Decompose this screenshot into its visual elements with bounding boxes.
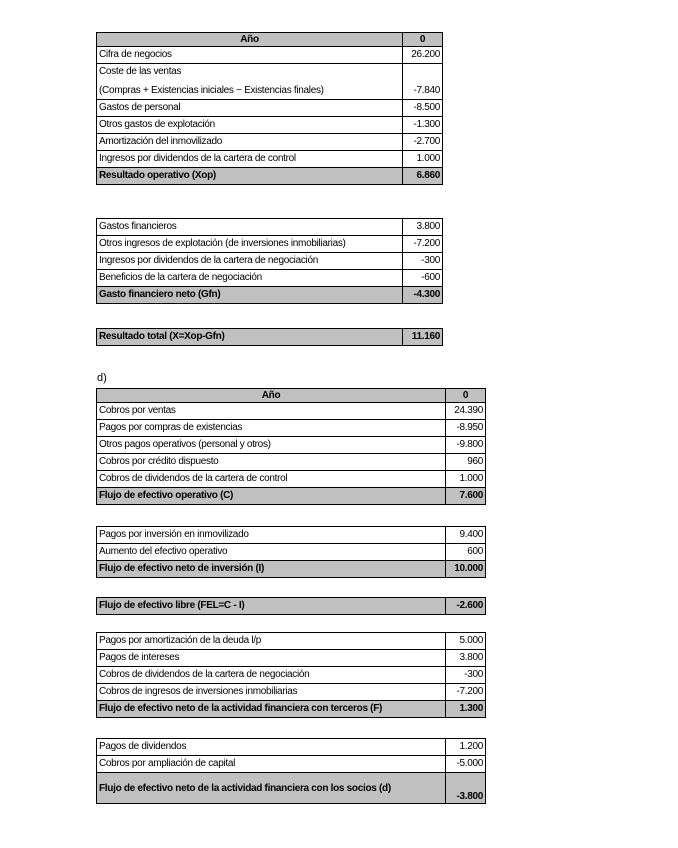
total-label: Flujo de efectivo neto de la actividad financiera con los socios (d) bbox=[97, 773, 446, 804]
row-value: 9.400 bbox=[446, 527, 486, 544]
table-row bbox=[97, 151, 443, 168]
total-row bbox=[97, 598, 486, 615]
row-label bbox=[97, 64, 403, 100]
row-value: 3.800 bbox=[403, 219, 443, 236]
operating-cashflow-table bbox=[96, 388, 486, 505]
row-value: -7.840 bbox=[403, 64, 443, 100]
row-value: -600 bbox=[403, 270, 443, 287]
table-row bbox=[97, 739, 486, 756]
table-row bbox=[97, 437, 486, 454]
total-value: 7.600 bbox=[446, 488, 486, 505]
row-value: -8.500 bbox=[403, 100, 443, 117]
third-party-financing-table bbox=[96, 632, 486, 718]
table-row bbox=[97, 420, 486, 437]
total-row bbox=[97, 701, 486, 718]
row-label: Pagos de dividendos bbox=[97, 739, 446, 756]
total-label: Flujo de efectivo libre (FEL=C - I) bbox=[97, 598, 446, 615]
row-label: Pagos por amortización de la deuda l/p bbox=[97, 633, 446, 650]
row-value: 26.200 bbox=[403, 47, 443, 64]
investment-cashflow-table bbox=[96, 526, 486, 578]
year-header: Año bbox=[97, 389, 446, 403]
total-label: Gasto financiero neto (Gfn) bbox=[97, 287, 403, 304]
row-value: -300 bbox=[403, 253, 443, 270]
row-value: -5.000 bbox=[446, 756, 486, 773]
row-label: Cobros por crédito dispuesto bbox=[97, 454, 446, 471]
total-label: Flujo de efectivo operativo (C) bbox=[97, 488, 446, 505]
row-label: Cobros de dividendos de la cartera de negociación bbox=[97, 667, 446, 684]
table-row bbox=[97, 47, 443, 64]
row-value: -9.800 bbox=[446, 437, 486, 454]
section-d-label: d) bbox=[97, 372, 107, 384]
table-row bbox=[97, 403, 486, 420]
row-label: Pagos por inversión en inmovilizado bbox=[97, 527, 446, 544]
table-row bbox=[97, 650, 486, 667]
row-label: Cobros de dividendos de la cartera de control bbox=[97, 471, 446, 488]
row-label: Otros ingresos de explotación (de inversiones inmobiliarias) bbox=[97, 236, 403, 253]
total-label: Resultado total (X=Xop-Gfn) bbox=[97, 329, 403, 346]
row-label: Gastos de personal bbox=[97, 100, 403, 117]
year-header: Año bbox=[97, 33, 403, 47]
total-row bbox=[97, 773, 486, 804]
table-row bbox=[97, 544, 486, 561]
total-value: 11.160 bbox=[403, 329, 443, 346]
table-row bbox=[97, 236, 443, 253]
period-header: 0 bbox=[403, 33, 443, 47]
total-value: 10.000 bbox=[446, 561, 486, 578]
table-row bbox=[97, 253, 443, 270]
row-label-line1: Coste de las ventas bbox=[99, 66, 182, 77]
row-value: 1.000 bbox=[446, 471, 486, 488]
row-label: Cobros por ventas bbox=[97, 403, 446, 420]
table-row bbox=[97, 134, 443, 151]
row-label-line2: (Compras + Existencias iniciales − Existencias finales) bbox=[99, 85, 324, 96]
total-value: 1.300 bbox=[446, 701, 486, 718]
row-value: 5.000 bbox=[446, 633, 486, 650]
row-value: -7.200 bbox=[446, 684, 486, 701]
total-row bbox=[97, 287, 443, 304]
table-row bbox=[97, 667, 486, 684]
table-row bbox=[97, 756, 486, 773]
total-value: -3.800 bbox=[446, 773, 486, 804]
operating-result-table bbox=[96, 32, 443, 185]
total-label: Resultado operativo (Xop) bbox=[97, 168, 403, 185]
table-row bbox=[97, 64, 443, 100]
table-row bbox=[97, 633, 486, 650]
row-value: 3.800 bbox=[446, 650, 486, 667]
table-row bbox=[97, 527, 486, 544]
period-header: 0 bbox=[446, 389, 486, 403]
row-label: Cobros de ingresos de inversiones inmobiliarias bbox=[97, 684, 446, 701]
total-result-table bbox=[96, 328, 443, 346]
row-label: Pagos por compras de existencias bbox=[97, 420, 446, 437]
row-value: 24.390 bbox=[446, 403, 486, 420]
row-label: Aumento del efectivo operativo bbox=[97, 544, 446, 561]
row-label: Ingresos por dividendos de la cartera de negociación bbox=[97, 253, 403, 270]
total-label: Flujo de efectivo neto de inversión (I) bbox=[97, 561, 446, 578]
row-label: Cifra de negocios bbox=[97, 47, 403, 64]
total-value: -4.300 bbox=[403, 287, 443, 304]
total-value: 6.860 bbox=[403, 168, 443, 185]
row-value: -300 bbox=[446, 667, 486, 684]
total-label: Flujo de efectivo neto de la actividad financiera con terceros (F) bbox=[97, 701, 446, 718]
row-value: -1.300 bbox=[403, 117, 443, 134]
total-row bbox=[97, 561, 486, 578]
table-row bbox=[97, 454, 486, 471]
shareholder-financing-table bbox=[96, 738, 486, 804]
row-value: 600 bbox=[446, 544, 486, 561]
row-value: 1.000 bbox=[403, 151, 443, 168]
row-label: Beneficios de la cartera de negociación bbox=[97, 270, 403, 287]
table-row bbox=[97, 471, 486, 488]
row-label: Otros pagos operativos (personal y otros) bbox=[97, 437, 446, 454]
row-value: -7.200 bbox=[403, 236, 443, 253]
row-value: 1.200 bbox=[446, 739, 486, 756]
table-row bbox=[97, 684, 486, 701]
total-row bbox=[97, 168, 443, 185]
table-header-row bbox=[97, 33, 443, 47]
table-row bbox=[97, 270, 443, 287]
row-label: Cobros por ampliación de capital bbox=[97, 756, 446, 773]
row-label: Pagos de intereses bbox=[97, 650, 446, 667]
row-label: Ingresos por dividendos de la cartera de control bbox=[97, 151, 403, 168]
total-value: -2.600 bbox=[446, 598, 486, 615]
table-row bbox=[97, 100, 443, 117]
row-label: Otros gastos de explotación bbox=[97, 117, 403, 134]
free-cashflow-table bbox=[96, 597, 486, 615]
row-label: Amortización del inmovilizado bbox=[97, 134, 403, 151]
table-row bbox=[97, 219, 443, 236]
row-value: 960 bbox=[446, 454, 486, 471]
total-row bbox=[97, 329, 443, 346]
row-label: Gastos financieros bbox=[97, 219, 403, 236]
row-value: -8.950 bbox=[446, 420, 486, 437]
financial-expense-table bbox=[96, 218, 443, 304]
table-row bbox=[97, 117, 443, 134]
row-value: -2.700 bbox=[403, 134, 443, 151]
total-row bbox=[97, 488, 486, 505]
table-header-row bbox=[97, 389, 486, 403]
